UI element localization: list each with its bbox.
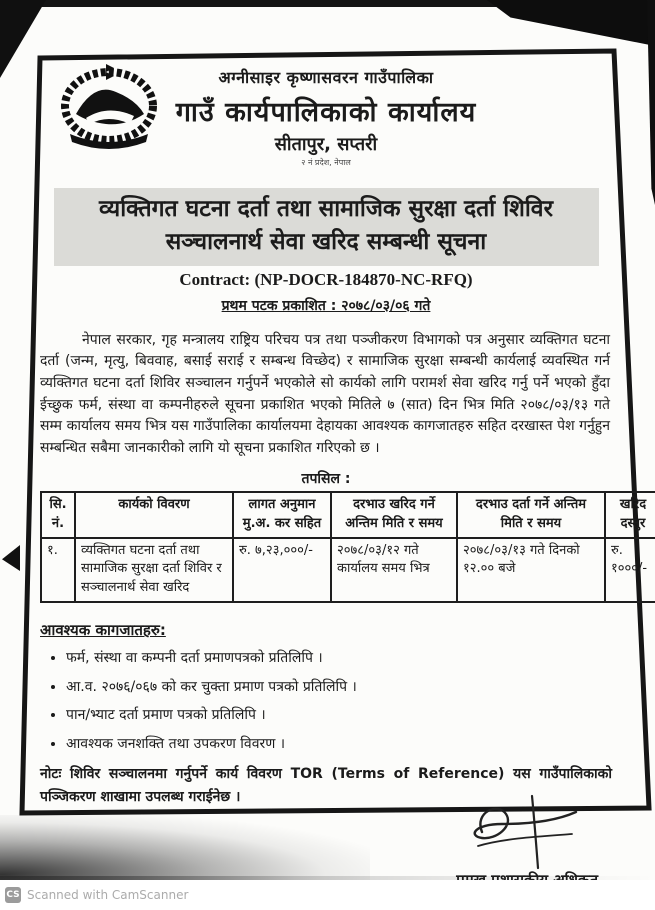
signature-block	[40, 808, 612, 870]
letterhead	[40, 58, 612, 168]
camscanner-watermark-bar	[0, 880, 655, 910]
office-address: सीतापुर, सप्तरी	[274, 134, 378, 155]
note-text: नोटः शिविर सञ्चालनमा गर्नुपर्ने कार्य विवरण TOR (Terms of Reference) यस गाउँपालिकाको पञ्जिकरण शाखामा उपलब्ध गराईनेछ ।	[40, 766, 612, 805]
office-province: २ नं प्रदेश, नेपाल	[301, 158, 351, 167]
cell-fee: रु. १०००/-	[605, 538, 655, 603]
table-header-row	[41, 492, 655, 538]
table-row	[41, 538, 655, 603]
schedule-heading: तपसिल :	[301, 470, 351, 487]
list-item: • आवश्यक जनशक्ति तथा उपकरण विवरण ।	[66, 735, 612, 755]
col-serial-no: सि. नं.	[41, 492, 75, 538]
col-submission-deadline: दरभाउ दर्ता गर्ने अन्तिम मिति र समय	[457, 492, 605, 538]
scan-fold-artifact	[2, 545, 20, 571]
notice-title-line2: सञ्चालनार्थ सेवा खरिद सम्बन्धी सूचना	[165, 229, 487, 256]
required-documents-heading: आवश्यक कागजातहरु:	[40, 621, 166, 640]
camscanner-text: Scanned with CamScanner	[27, 888, 189, 902]
cell-purchase-deadline: २०७८/०३/१२ गते कार्यालय समय भित्र	[331, 538, 457, 603]
cell-cost-estimate: रु. ७,२३,०००/-	[233, 538, 331, 603]
required-documents-list	[48, 649, 612, 754]
col-purchase-deadline: दरभाउ खरिद गर्ने अन्तिम मिति र समय	[331, 492, 457, 538]
municipality-name: अग्नीसाइर कृष्णासवरन गाउँपालिका	[218, 68, 434, 87]
notice-content	[40, 58, 648, 890]
publication-date: प्रथम पटक प्रकाशित : २०७८/०३/०६ गते	[221, 297, 431, 314]
cell-work-description: व्यक्तिगत घटना दर्ता तथा सामाजिक सुरक्षा दर्ता शिविर र सञ्चालनार्थ सेवा खरिद	[75, 538, 233, 603]
notice-title-line1: व्यक्तिगत घटना दर्ता तथा सामाजिक सुरक्षा दर्ता शिविर	[99, 196, 553, 222]
cell-serial-no: १.	[41, 538, 75, 603]
contract-number: Contract: (NP-DOCR-184870-NC-RFQ)	[179, 269, 473, 289]
col-work-description: कार्यको विवरण	[75, 492, 233, 538]
scan-edge-top-right	[487, 0, 655, 46]
col-fee: खरिद दस्तुर	[605, 492, 655, 538]
camscanner-icon: CS	[5, 887, 21, 903]
list-item: • पान/भ्याट दर्ता प्रमाण पत्रको प्रतिलिपि ।	[66, 706, 612, 726]
list-item: • आ.व. २०७६/०६७ को कर चुक्ता प्रमाण पत्रको प्रतिलिपि ।	[66, 678, 612, 698]
schedule-table	[40, 491, 655, 603]
office-name: गाउँ कार्यपालिकाको कार्यालय	[175, 97, 477, 128]
notice-body-paragraph: नेपाल सरकार, गृह मन्त्रालय राष्ट्रिय परिचय पत्र तथा पञ्जीकरण विभागको पत्र अनुसार व्यक्तिगत घटना दर्ता (जन्म, मृत्यु, बिववाह, बसाई सराई र सम्बन्ध विच्छेद) र सामाजिक सुरक्षा सम्बन्धी कार्यलाई व्यवस्थित गर्न व्यक्तिगत घटना दर्ता शिविर सञ्चालन गर्नुपर्ने भएकोले सो कार्यको लागि परामर्श सेवा खरिद गर्नु पर्ने भएको हुँदा ईच्छुक फर्म, संस्था वा कम्पनीहरुले सूचना प्रकाशित भएको मितिले ७ (सात) दिन भित्र मिति २०७८/०३/१३ गते सम्म कार्यालय समय भित्र यस गाउँपालिका कार्यालयमा देहायका आवश्यक कागजातहरु सहित दरखास्त पेश गर्नुहुन सम्बन्धित सबैमा जानकारीको लागि यो सूचना प्रकाशित गरिएको छ ।	[40, 331, 610, 457]
list-item: • फर्म, संस्था वा कम्पनी दर्ता प्रमाणपत्रको प्रतिलिपि ।	[66, 649, 612, 669]
notice-title	[54, 188, 599, 266]
municipality-emblem-icon	[56, 62, 162, 154]
scan-edge-right	[647, 0, 655, 205]
cell-submission-deadline: २०७८/०३/१३ गते दिनको १२.०० बजे	[457, 538, 605, 603]
signature	[454, 794, 584, 874]
col-cost-estimate: लागत अनुमान मु.अ. कर सहित	[233, 492, 331, 538]
